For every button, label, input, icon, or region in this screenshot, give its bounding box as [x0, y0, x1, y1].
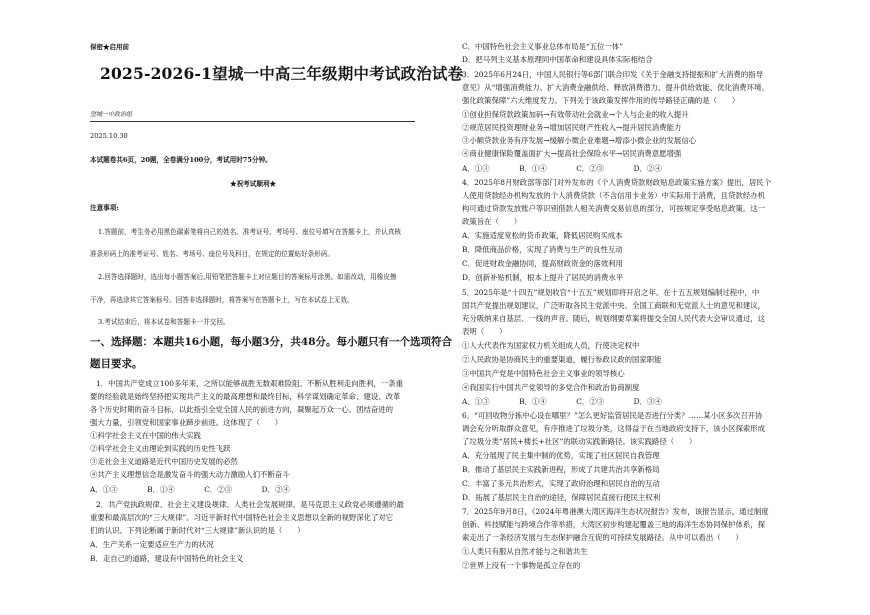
question-line: 各个历史时期的奋斗目标，以此指引全党全国人民的前进方向，凝聚起万众一心、团结奋进的	[90, 405, 394, 414]
question-line: 们的认识。下列论断属于新时代对“三大规律”新认识的是（ ）	[90, 526, 305, 535]
option-line: A．充分展现了民主集中制的优势，实现了社区居民自我管理	[462, 451, 660, 460]
question-line: 国共产党提出规划建议，广泛听取各民主党派中央、全国工商联和无党派人士的意见和建议，	[462, 301, 766, 310]
question-line: 强大力量，引领党和国家事业蹄步前进。这体现了（ ）	[90, 418, 283, 427]
secret-mark: 保密★启用前	[90, 43, 129, 51]
option-line: B．降低商品价格，实现了消费与生产的良性互动	[462, 245, 623, 254]
option-line: ②科学社会主义由理论到实践的历史性飞跃	[90, 444, 231, 453]
option-line: C．促进财政金融协同，提高财政资金的落效利用	[462, 259, 623, 268]
question-line: 人使用贷款经办机构发放的个人消费贷款（不含信用卡业务）中实际用于消费，且贷款经办机	[462, 191, 766, 200]
option-line: ④共产主义理想信念是激发奋斗的强大动力激励人们不断奋斗	[90, 470, 290, 479]
exam-date: 2025.10.30	[90, 132, 128, 140]
option-line: B．走自己的道路，建设有中国特色的社会主义	[90, 554, 244, 563]
question-line: 要的经验就是始终坚持把实现共产主义的最高理想和最终目标，科学谋划确定革命、建设、改革	[90, 392, 401, 401]
note-line: 1.答题前，考生务必用黑色碳素笔将自己的姓名、准考证号、考场号、座位号填写在答题卡上，并认真核	[98, 228, 402, 236]
option-line: ①人类只有服从自然才能与之和谐共生	[462, 547, 588, 556]
option-line: ①创业担保贷款政策加码→有效带动社会就业→个人与企业的收入提升	[462, 110, 689, 119]
option-line: ②规范居民投资理财业务→增加居民财产性收入→提升居民消费能力	[462, 123, 682, 132]
note-line: 2.回答选择题时，选出每小题答案后,用铅笔把答题卡上对应题目的答案标号涂黑。如需改动，用橡皮擦	[98, 273, 397, 281]
answer-options: A．①③ B．①④ C．②③ D．②④	[90, 485, 290, 494]
header-rule	[90, 121, 415, 122]
question-line: 2．共产党执政规律、社会主义建设规律、人类社会发展规律，是马克思主义政党必须遵循的最	[96, 500, 404, 509]
option-line: ④我国实行中国共产党领导的多党合作和政治协商制度	[462, 383, 640, 392]
option-line: ③走社会主义道路是近代中国历史发展的必然	[90, 457, 238, 466]
question-line: 4．2025年8月财政部等部门对外发布的《个人消费贷款财政贴息政策实施方案》提出，居民个	[462, 178, 772, 187]
option-line: C．中国特色社会主义事业总体布局是“五位一体”	[462, 42, 624, 51]
note-line: 3.考试结束后，将本试卷和答题卡一并交回。	[98, 318, 230, 326]
question-line: 7．2025年9月8日，《2024年粤港澳大湾区海洋生态状况报告》发布，该报告显示，通过制度	[462, 507, 769, 516]
option-line: A．实施适度宽松的货币政策，降低居民购买成本	[462, 231, 623, 240]
note-line: 准条形码上的准考证号、姓名、考场号、座位号及科目，在规定的位置贴好条形码。	[90, 250, 334, 258]
question-line: 索走出了一条经济发展与生态保护融合互促的可持续发展路径。从中可以看出（ ）	[462, 533, 743, 542]
option-line: C．丰富了多元共治形式，实现了政府治理和居民自治的互动	[462, 479, 660, 488]
section-heading: 题目要求。	[90, 358, 143, 370]
question-line: 3．2025年6月24日，中国人民银行等6部门联合印发《关于金融支持提振和扩大消费的指导	[462, 70, 763, 79]
option-line: D．把马列主义基本原理同中国革命和建设具体实际相结合	[462, 55, 653, 64]
option-line: ④商业健康保险覆盖面扩大→提高社会保险水平→居民消费意愿增强	[462, 149, 682, 158]
question-line: 构可通过贷款发放账户等识别借款人相关消费交易信息的部分，可按规定享受贴息政策。这一	[462, 204, 766, 213]
answer-options: A．①③ B．①④ C．②③ D．②④	[462, 164, 662, 173]
note-line: 干净，再选涂其它答案标号。回答非选择题时，将答案写在答题卡上，写在本试卷上无效。	[90, 296, 354, 304]
question-line: 5．2025年是“十四五”规划收官“十五五”规划即将开启之年。在十五五规划编制过程中，中	[462, 288, 760, 297]
question-line: 表明（ ）	[462, 327, 507, 336]
option-line: ②世界上没有一个事物是孤立存在的	[462, 561, 581, 570]
school-name: 望城一中政治组	[90, 111, 133, 118]
option-line: D．拓展了基层民主自治的途径，保障居民直接行使民主权利	[462, 493, 661, 502]
question-line: 6．“可回收物分拣中心设在哪里？”怎么更好监管居民是否进行分类？……某小区多次召开协	[462, 411, 763, 420]
question-line: 充分吸纳来自基层、一线的声音。随后，规划纲要草案将提交全国人民代表大会审议通过，这	[462, 314, 766, 323]
question-line: 1．中国共产党成立100多年来，之所以能够战胜无数艰难险阻、不断从胜利走向胜利，一条重	[96, 379, 404, 388]
question-line: 了垃圾分类“居民+楼长+社区”的联动实践新路径。该实践路径（ ）	[462, 437, 697, 446]
good-luck-wish: ★祝考试顺利★	[230, 180, 277, 188]
exam-title: 2025-2026-1望城一中高三年级期中考试政治试卷	[100, 64, 464, 83]
option-line: ③中国共产党是中国特色社会主义事业的领导核心	[462, 369, 625, 378]
question-line: 政策旨在（ ）	[462, 217, 522, 226]
answer-options: A．①③ B．①④ C．②③ D．③④	[462, 397, 662, 406]
option-line: ①科学社会主义在中国的伟大实践	[90, 431, 201, 440]
option-line: ②人民政协是协商民主的重要渠道，履行参政议政的国家职能	[462, 355, 662, 364]
option-line: A．生产关系一定要适应生产力的状况	[90, 540, 214, 549]
question-line: 创新、科技赋能与跨境合作等举措，大湾区初步构建起覆盖三地的海洋生态协同保护体系，探	[462, 520, 766, 529]
option-line: ③小额贷款业务有序发展→缓解小微企业难题→增添小微企业的发展信心	[462, 136, 697, 145]
exam-info: 本试题卷共6页，20题，全卷满分100分，考试用时75分钟。	[90, 156, 272, 164]
section-heading: 一、选择题：本题共16小题，每小题3分，共48分。每小题只有一个选项符合	[90, 336, 453, 348]
question-line: 重要和最高层次的“三大规律”。习近平新时代中国特色社会主义思想以全新的视野深化了对它	[90, 513, 394, 522]
question-line: 调会充分听取群众意见，有序推进了垃圾分类，这得益于在当地政府支持下，该小区探索形成	[462, 424, 766, 433]
question-line: 意见》从“增强消费能力、扩大消费金融供给、释放消费潜力、提升供给效能、优化消费环境、	[462, 83, 769, 92]
option-line: ①人大代表作为国家权力机关组成人员，行使决定权中	[462, 341, 640, 350]
notes-heading: 注意事项:	[90, 204, 119, 212]
question-line: 强化政策保障”六大维度发力。下列关于该政策发挥作用的传导路径正确的是（ ）	[462, 96, 740, 105]
option-line: D．创新补贴机制，根本上提升了居民的消费水平	[462, 273, 624, 282]
option-line: B．推动了基层民主实践新进程，形成了共建共治共享新格局	[462, 465, 660, 474]
